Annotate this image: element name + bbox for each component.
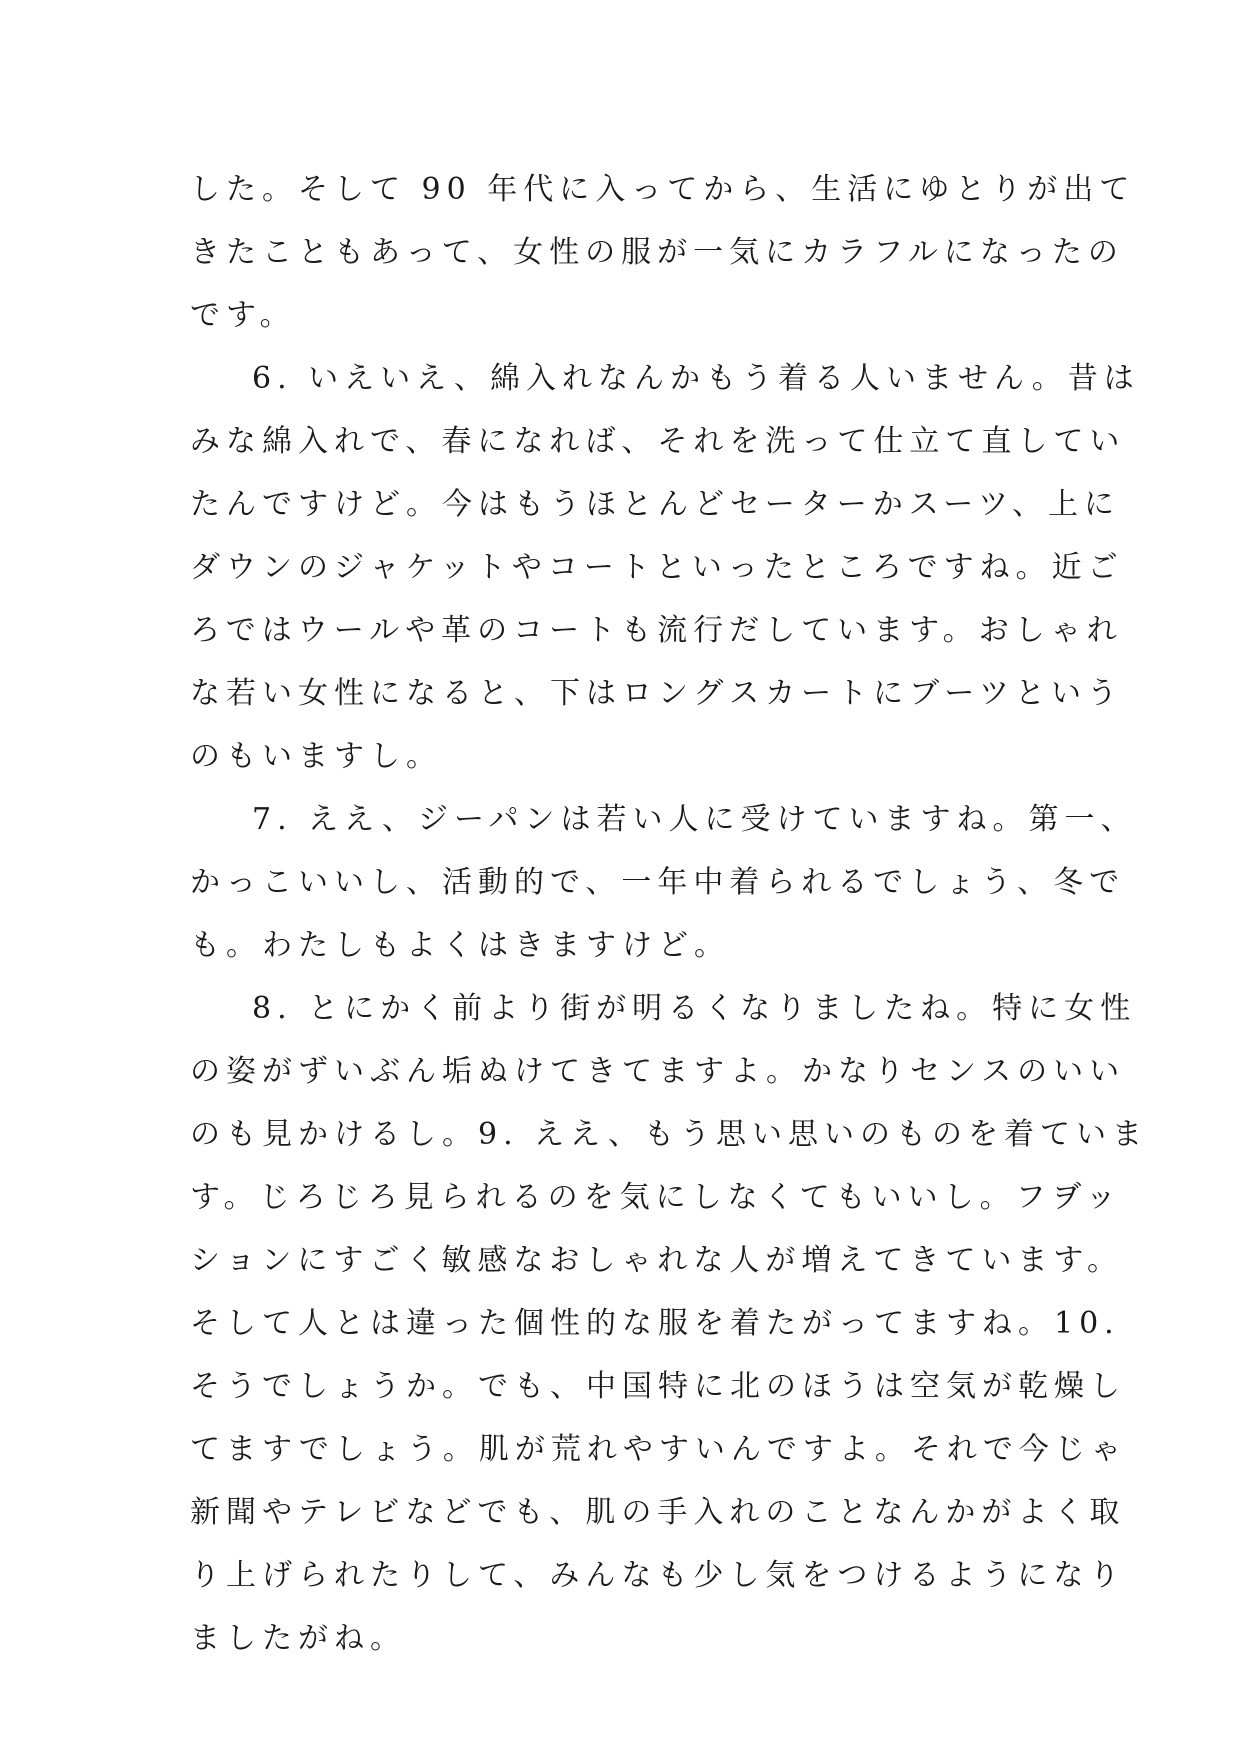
text-line: も。わたしもよくはきますけど。: [190, 928, 730, 963]
paragraph-8-start: 8. とにかく前より街が明るくなりましたね。特に女性: [252, 991, 1137, 1026]
text-line: のもいますし。: [190, 739, 442, 774]
text-line: 新聞やテレビなどでも、肌の手入れのことなんかがよく取: [190, 1495, 1126, 1530]
text-line: す。じろじろ見られるのを気にしなくてもいいし。フヺッ: [190, 1180, 1122, 1215]
text-line: たんですけど。今はもうほとんどセーターかスーツ、上に: [190, 487, 1120, 522]
text-line: かっこいいし、活動的で、一年中着られるでしょう、冬で: [190, 865, 1126, 900]
paragraph-6-start: 6. いえいえ、綿入れなんかもう着る人いません。昔は: [252, 361, 1140, 396]
text-line: きたこともあって、女性の服が一気にカラフルになったの: [190, 235, 1124, 270]
text-line: ションにすごく敏感なおしゃれな人が増えてきています。: [190, 1243, 1123, 1278]
text-line: です。: [190, 298, 296, 333]
text-line: のも見かけるし。9. ええ、もう思い思いのものを着ていま: [190, 1117, 1148, 1152]
text-line: てますでしょう。肌が荒れやすいんですよ。それで今じゃ: [190, 1432, 1127, 1467]
text-line: ましたがね。: [190, 1621, 406, 1656]
text-line: の姿がずいぶん垢ぬけてきてますよ。かなりセンスのいい: [190, 1054, 1126, 1089]
text-line: り上げられたりして、みんなも少し気をつけるようになり: [190, 1558, 1126, 1593]
text-line: そうでしょうか。でも、中国特に北のほうは空気が乾燥し: [190, 1369, 1126, 1404]
text-line: ダウンのジャケットやコートといったところですね。近ご: [190, 550, 1124, 585]
text-line: した。そして 90 年代に入ってから、生活にゆとりが出て: [190, 172, 1136, 207]
text-line: みな綿入れで、春になれば、それを洗って仕立て直してい: [190, 424, 1126, 459]
text-line: そして人とは違った個性的な服を着たがってますね。10.: [190, 1306, 1120, 1341]
text-line: ろではウールや革のコートも流行だしています。おしゃれ: [190, 613, 1123, 648]
paragraph-7-start: 7. ええ、ジーパンは若い人に受けていますね。第一、: [252, 802, 1137, 837]
body-text: [190, 158, 1148, 1670]
text-line: な若い女性になると、下はロングスカートにブーツという: [190, 676, 1123, 711]
